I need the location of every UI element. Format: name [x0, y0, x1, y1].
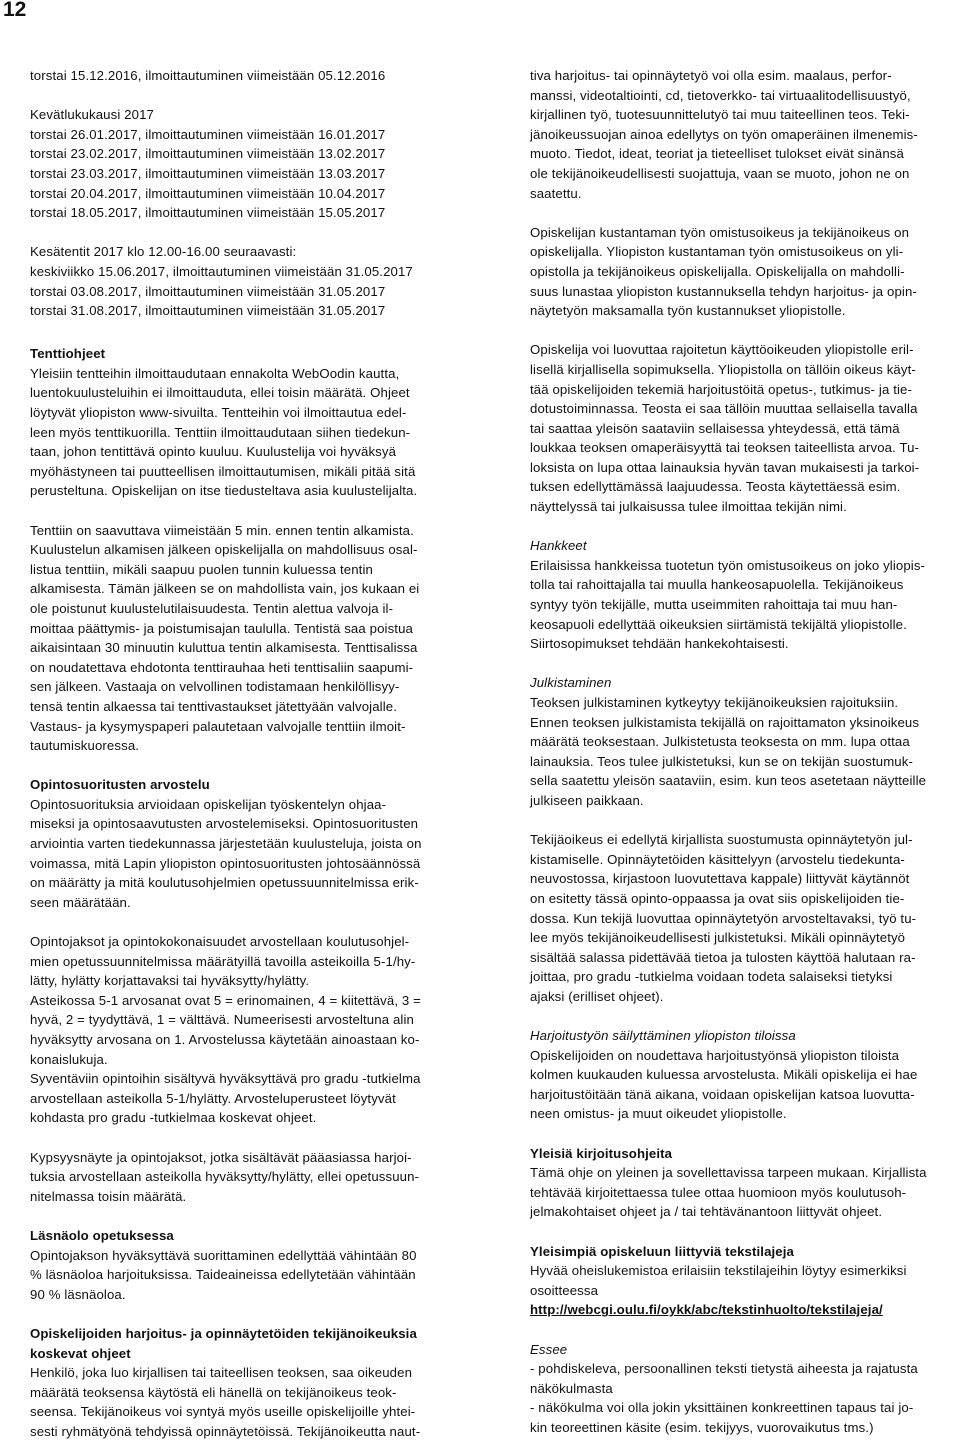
paragraph-gap	[530, 654, 955, 674]
text-line: aikaisintaan 30 minuutin kuluttua tentin alkamisesta. Tenttisalissa	[30, 640, 418, 656]
text-line: muoto. Tiedot, ideat, teoriat ja tieteelliset tulokset eivät sinänsä	[530, 146, 904, 162]
text-line: luentokuulusteluihin ei ilmoittauduta, ellei toisin määrätä. Ohjeet	[30, 385, 410, 401]
text-line: löytyvät yliopiston www-sivuilta. Tentteihin voi ilmoittautua edel-	[30, 405, 407, 421]
text-line: suus lunastaa yliopiston kustannuksella tehdyn harjoitus- ja opin-	[530, 283, 917, 299]
text-line: torstai 26.01.2017, ilmoittautuminen viimeistään 16.01.2017	[30, 126, 386, 142]
subsection-heading: Harjoitustyön säilyttäminen yliopiston tiloissa	[530, 1028, 796, 1044]
text-line: lee myös tekijänoikeudellisesti julkistetuksi. Mikäli opinnäytetyö	[530, 930, 906, 946]
paragraph-gap	[530, 1124, 955, 1144]
text-line: opiskelijalla. Yliopiston kustantaman työn omistusoikeus on yli-	[530, 244, 904, 260]
text-line: on esitetty tässä opinto-oppaassa ja ovat siis opiskelijoiden tie-	[530, 890, 905, 906]
text-line: Opintojaksot ja opintokokonaisuudet arvostellaan koulutusohjel-	[30, 934, 410, 950]
section-heading: Yleisimpiä opiskeluun liittyviä tekstilajeja	[530, 1243, 795, 1259]
text-line: määrätä teoksestaan. Julkistetusta teoksesta on mm. lupa ottaa	[530, 734, 910, 750]
text-line: sisältää salassa pidettävää tietoa ja tulosten käyttöä halutaan ra-	[530, 949, 916, 965]
text-line: kohdasta pro gradu -tutkielmaa koskevat ohjeet.	[30, 1110, 317, 1126]
text-line: taan, johon tentittävä opinto kuuluu. Kuulustelija voi hyväksyä	[30, 444, 397, 460]
paragraph-gap	[30, 1304, 470, 1324]
text-line: arvostellaan asteikolla 5-1/hylätty. Arvosteluperusteet löytyvät	[30, 1090, 396, 1106]
text-line: Opiskelijan kustantaman työn omistusoikeus ja tekijänoikeus on	[530, 224, 910, 240]
text-line: Erilaisissa hankkeissa tuotetun työn omistusoikeus on joko yliopis-	[530, 557, 926, 573]
text-line: - näkökulma voi olla jokin yksittäinen konkreettinen tapaus tai jo-	[530, 1400, 914, 1416]
section-heading: koskevat ohjeet	[30, 1345, 131, 1361]
text-line: Henkilö, joka luo kirjallisen tai taiteellisen teoksen, saa oikeuden	[30, 1365, 413, 1381]
text-line: tuksia arvostellaan asteikolla hyväksytty/hylätty, ellei opetussuun-	[30, 1169, 420, 1185]
paragraph-gap	[530, 1320, 955, 1340]
text-line: saatettu.	[530, 185, 582, 201]
text-line: ole tekijänoikeudellisesti suojattuja, vaan se muoto, johon ne on	[530, 165, 910, 181]
section-heading: Opintosuoritusten arvostelu	[30, 777, 210, 793]
text-line: keosapuoli edellyttää oikeuksien siirtämistä tekijältä yliopistolle.	[530, 616, 907, 632]
text-line: - pohdiskeleva, persoonallinen teksti tietystä aiheesta ja rajatusta	[530, 1361, 918, 1377]
paragraph-gap	[530, 1007, 955, 1027]
text-line: listua tenttiin, mikäli saapuu puolen tunnin kuluessa tentin	[30, 561, 373, 577]
paragraph-gap	[30, 1206, 470, 1226]
right-column	[530, 66, 955, 1438]
paragraph-gap	[530, 321, 955, 341]
text-line: torstai 31.08.2017, ilmoittautuminen viimeistään 31.05.2017	[30, 303, 386, 319]
paragraph-gap	[30, 501, 470, 521]
text-line: seensa. Tekijänoikeus voi syntyä myös useille opiskelijoille yhtei-	[30, 1404, 416, 1420]
text-line: Kesätentit 2017 klo 12.00-16.00 seuraavasti:	[30, 244, 297, 260]
text-line: seen määrätään.	[30, 894, 131, 910]
text-line: Vastaus- ja kysymyspaperi palautetaan valvojalle tenttiin ilmoit-	[30, 718, 406, 734]
text-line: syntyy työn tekijälle, mutta useimmiten rahoittaja tai muu han-	[530, 597, 898, 613]
text-line: jänoikeussuojan ainoa edellytys on työn omaperäinen ilmenemis-	[530, 126, 918, 142]
text-line: joittaa, pro gradu -tutkielma voidaan todeta salaiseksi tietyksi	[530, 969, 893, 985]
text-line: kistamiselle. Opinnäytetöiden käsittelyyn (arvostelu tiedekunta-	[530, 851, 905, 867]
text-line: Opiskelijoiden on noudettava harjoitustyönsä yliopiston tiloista	[530, 1047, 900, 1063]
text-line: Opiskelija voi luovuttaa rajoitetun käyttöoikeuden yliopistolle eril-	[530, 342, 914, 358]
text-line: torstai 23.02.2017, ilmoittautuminen viimeistään 13.02.2017	[30, 146, 386, 162]
text-line: manssi, videotaltiointi, cd, tietoverkko- tai virtuaalitodellisuustyö,	[530, 87, 911, 103]
text-line: Tenttiin on saavuttava viimeistään 5 min. ennen tentin alkamista.	[30, 522, 414, 538]
section-heading: Tenttiohjeet	[30, 346, 106, 362]
paragraph-gap	[30, 756, 470, 776]
section-heading: Yleisiä kirjoitusohjeita	[530, 1145, 673, 1161]
text-line: Kypsyysnäyte ja opintojaksot, jotka sisältävät pääasiassa harjoi-	[30, 1149, 412, 1165]
text-line: torstai 18.05.2017, ilmoittautuminen viimeistään 15.05.2017	[30, 205, 386, 221]
text-line: Yleisiin tentteihin ilmoittaudutaan ennakolta WebOodin kautta,	[30, 365, 400, 381]
text-line: määrätä teoksensa käytöstä eli hänellä on tekijänoikeus teok-	[30, 1384, 397, 1400]
text-line: tautumiskuoressa.	[30, 738, 140, 754]
text-line: on määrätty ja mitä koulutusohjelmien opetussuunnitelmissa erik-	[30, 875, 419, 891]
text-line: % läsnäoloa harjoituksissa. Taideaineissa edellytetään vähintään	[30, 1267, 416, 1283]
text-line: perusteltuna. Opiskelijan on itse tiedusteltava asia kuulustelijalta.	[30, 483, 418, 499]
text-line: Hyvää oheislukemistoa erilaisiin tekstilajeihin löytyy esimerkiksi	[530, 1263, 907, 1279]
section-heading: Läsnäolo opetuksessa	[30, 1227, 174, 1243]
text-line: kirjallinen työ, tuotesuunnittelutyö tai muu taiteellinen teos. Teki-	[530, 107, 910, 123]
text-line: dotustoiminnassa. Teosta ei saa tällöin muuttaa sellaisella tavalla	[530, 401, 918, 417]
text-line: näytetyön maksamalla työn kustannukset yliopistolle.	[530, 303, 846, 319]
subsection-heading: Hankkeet	[530, 538, 587, 554]
text-line: tensä tentin alkaessa tai tenttivastaukset jätettyään valvojalle.	[30, 698, 398, 714]
text-line: osoitteessa	[530, 1282, 599, 1298]
paragraph-gap	[530, 1222, 955, 1242]
text-line: julkiseen paikkaan.	[530, 792, 644, 808]
paragraph-gap	[530, 203, 955, 223]
left-column	[30, 66, 470, 1441]
text-line: kin teoreettinen käsite (esim. tekijyys, vuorovaikutus tms.)	[530, 1419, 874, 1435]
text-line: hyväksytty arvosana on 1. Arvostelussa käytetään ainoastaan ko-	[30, 1032, 420, 1048]
text-line: tää opiskelijoiden tekemiä harjoitustöitä opetus-, tutkimus- ja tie-	[530, 381, 912, 397]
text-line: harjoitustöitään tänä aikana, voidaan opiskelijan katsoa luovutta-	[530, 1086, 915, 1102]
text-line: Siirtosopimukset tehdään hankekohtaisesti.	[530, 636, 789, 652]
text-line: arviointia varten tiedekunnassa järjestetään kuulusteluja, joista on	[30, 836, 422, 852]
text-line: tolla tai rahoittajalla tai muulla hankeosapuolella. Tekijänoikeus	[530, 577, 904, 593]
text-line: 90 % läsnäoloa.	[30, 1286, 126, 1302]
text-line: loksista on lupa ottaa lainauksia hyvän tavan mukaisesti ja tarkoi-	[530, 459, 920, 475]
reference-link[interactable]: http://webcgi.oulu.fi/oykk/abc/tekstinhuolto/tekstilajeja/	[530, 1302, 883, 1318]
text-line: opistolla ja tekijänoikeus opiskelijalla. Opiskelijalla on mahdolli-	[530, 263, 905, 279]
paragraph-gap	[30, 223, 470, 243]
paragraph-gap	[530, 811, 955, 831]
paragraph-gap	[30, 321, 470, 345]
text-line: torstai 03.08.2017, ilmoittautuminen viimeistään 31.05.2017	[30, 283, 386, 299]
text-line: neuvostossa, kirjastoon luovutettava kappale) liittyvät käytännöt	[530, 871, 910, 887]
text-line: tai saattaa yleisön saataviin sellaisessa yhteydessä, että tämä	[530, 420, 900, 436]
text-line: loukkaa teoksen omaperäisyyttä tai teoksen taiteellista arvoa. Tu-	[530, 440, 920, 456]
text-line: alkamisesta. Tämän jälkeen se on mahdollista vain, jos kukaan ei	[30, 581, 420, 597]
text-line: tiva harjoitus- tai opinnäytetyö voi olla esim. maalaus, perfor-	[530, 68, 892, 83]
text-line: lätty, hylätty korjattavaksi tai hyväksytty/hylätty.	[30, 973, 310, 989]
section-heading: Opiskelijoiden harjoitus- ja opinnäytetöiden tekijänoikeuksia	[30, 1325, 417, 1341]
text-line: Kevätlukukausi 2017	[30, 107, 154, 123]
text-line: torstai 15.12.2016, ilmoittautuminen viimeistään 05.12.2016	[30, 68, 386, 83]
paragraph-gap	[30, 1128, 470, 1148]
text-line: hyvä, 2 = tyydyttävä, 1 = välttävä. Numeerisesti arvosteltuna alin	[30, 1012, 414, 1028]
text-line: voimassa, mitä Lapin yliopiston opintosuoritusten johtosäännössä	[30, 855, 421, 871]
text-line: miseksi ja opintosaavutusten arvostelemiseksi. Opintosuoritusten	[30, 816, 419, 832]
text-line: keskiviikko 15.06.2017, ilmoittautuminen viimeistään 31.05.2017	[30, 263, 413, 279]
text-line: näyttelyssä tai julkaisussa tulee ilmoittaa tekijän nimi.	[530, 499, 847, 515]
text-line: Asteikossa 5-1 arvosanat ovat 5 = erinomainen, 4 = kiitettävä, 3 =	[30, 992, 421, 1008]
text-line: moittaa päättymis- ja poistumisajan taululla. Tentistä saa poistua	[30, 620, 413, 636]
text-line: nitelmassa toisin määrätä.	[30, 1188, 187, 1204]
text-line: Teoksen julkistaminen kytkeytyy tekijänoikeuksien rajoituksiin.	[530, 695, 899, 710]
text-line: konaislukuja.	[30, 1051, 108, 1067]
text-line: Opintosuorituksia arvioidaan opiskelijan työskentelyn ohjaa-	[30, 796, 387, 812]
text-line: Syventäviin opintoihin sisältyvä hyväksyttävä pro gradu -tutkielma	[30, 1071, 421, 1087]
page-number: 12	[3, 0, 27, 21]
paragraph-gap	[530, 517, 955, 537]
text-line: sen jälkeen. Vastaaja on velvollinen todistamaan henkilöllisyy-	[30, 679, 400, 695]
text-line: Opintojakson hyväksyttävä suorittaminen edellyttää vähintään 80	[30, 1247, 417, 1263]
text-line: jelmakohtaiset ohjeet ja / tai tehtävänantoon liittyvät ohjeet.	[530, 1204, 883, 1220]
text-line: Tekijäoikeus ei edellytä kirjallista suostumusta opinnäytetyön jul-	[530, 832, 913, 848]
text-line: mien opetussuunnitelmissa määrätyillä tavoilla asteikoilla 5-1/hy-	[30, 953, 416, 969]
text-line: ajaksi (erilliset ohjeet).	[530, 988, 664, 1004]
text-line: sesti ryhmätyönä tehdyissä opinnäytetöissä. Tekijänoikeutta naut-	[30, 1423, 421, 1439]
text-line: Kuulustelun alkamisen jälkeen opiskelijalla on mahdollisuus osal-	[30, 542, 418, 558]
text-line: leen myös tenttikuorilla. Tenttiin ilmoittaudutaan siihen tiedekun-	[30, 424, 411, 440]
text-line: kolmen kuukauden kuluessa arvostelusta. Mikäli opiskelija ei hae	[530, 1067, 918, 1083]
paragraph-gap	[30, 86, 470, 106]
text-line: dossa. Kun tekijä luovuttaa opinnäytetyön arvosteltavaksi, työ tu-	[530, 910, 917, 926]
text-line: sella saatettu yleisön saataviin, esim. kun teos asetetaan näytteille	[530, 773, 927, 789]
text-line: torstai 23.03.2017, ilmoittautuminen viimeistään 13.03.2017	[30, 165, 386, 181]
text-line: neen omistus- ja muut oikeudet yliopistolle.	[530, 1106, 787, 1122]
paragraph-gap	[30, 912, 470, 932]
text-line: on noudatettava ehdotonta tenttirauhaa heti tenttisaliin saapumi-	[30, 659, 414, 675]
text-line: Ennen teoksen julkistamista tekijällä on rajoittamaton yksinoikeus	[530, 714, 920, 730]
text-line: näkökulmasta	[530, 1380, 613, 1396]
text-line: myöhästyneen tai puutteellisen ilmoittautumisen, mikäli pitää sitä	[30, 463, 416, 479]
text-line: lisellä kirjallisella sopimuksella. Yliopistolla on tällöin oikeus käyt-	[530, 361, 916, 377]
text-line: ole poistunut kuulustelutilaisuudesta. Tentin alettua valvoja il-	[30, 600, 394, 616]
subsection-heading: Julkistaminen	[530, 675, 612, 691]
text-line: tehtävää kirjoitettaessa tulee ottaa huomioon myös koulutusoh-	[530, 1184, 907, 1200]
text-line: tuksen edellyttämässä laajuudessa. Teosta käytettäessä esim.	[530, 479, 901, 495]
text-line: lainauksia. Teos tulee julkistetuksi, kun se on tekijän suostumuk-	[530, 753, 913, 769]
subsection-heading: Essee	[530, 1341, 568, 1357]
text-line: torstai 20.04.2017, ilmoittautuminen viimeistään 10.04.2017	[30, 185, 386, 201]
text-line: Tämä ohje on yleinen ja sovellettavissa tarpeen mukaan. Kirjallista	[530, 1165, 927, 1181]
